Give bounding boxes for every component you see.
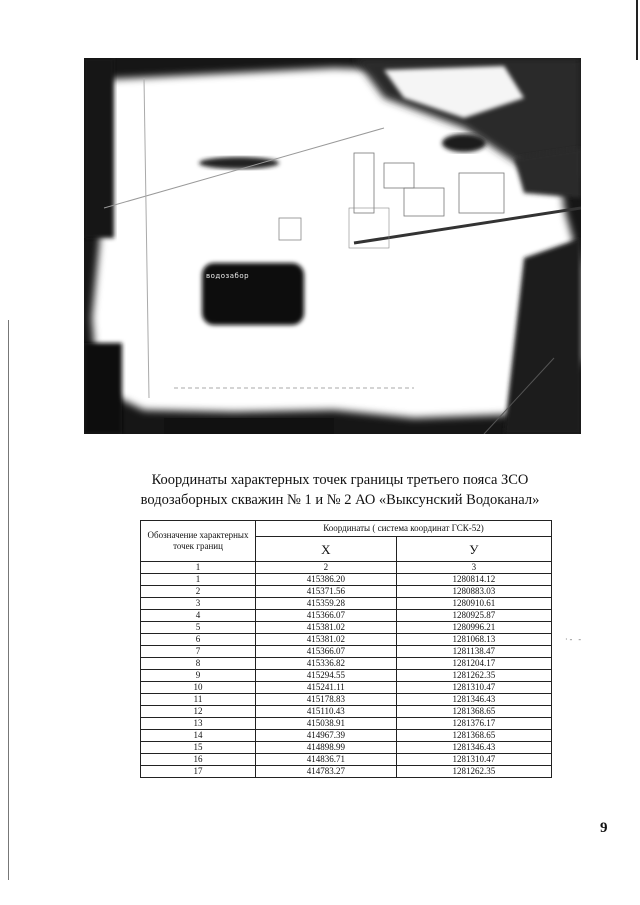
table-row (141, 598, 552, 610)
y-coordinate-cell: 1281310.47 (396, 682, 551, 694)
map-drawing (84, 58, 581, 434)
y-coordinate-cell: 1281376.17 (396, 718, 551, 730)
x-coordinate-cell: 415366.07 (256, 646, 397, 658)
table-row (141, 706, 552, 718)
x-coordinate-cell: 415336.82 (256, 658, 397, 670)
column-number: 3 (396, 562, 551, 574)
y-coordinate-cell: 1281204.17 (396, 658, 551, 670)
table-row (141, 658, 552, 670)
table-caption (100, 470, 580, 510)
y-coordinate-cell: 1280883.03 (396, 586, 551, 598)
y-coordinate-cell: 1281346.43 (396, 694, 551, 706)
page-edge-line (636, 0, 638, 60)
point-id-cell: 15 (141, 742, 256, 754)
table-body (141, 574, 552, 778)
point-id-cell: 4 (141, 610, 256, 622)
table-row (141, 682, 552, 694)
point-id-cell: 12 (141, 706, 256, 718)
table-row (141, 766, 552, 778)
table-row (141, 694, 552, 706)
page-edge-line (8, 320, 9, 880)
x-coordinate-cell: 414967.39 (256, 730, 397, 742)
point-id-cell: 6 (141, 634, 256, 646)
header-y: У (396, 537, 551, 562)
table-row (141, 730, 552, 742)
y-coordinate-cell: 1280910.61 (396, 598, 551, 610)
x-coordinate-cell: 414836.71 (256, 754, 397, 766)
caption-line-1: Координаты характерных точек границы третьего пояса ЗСО (151, 472, 529, 488)
table-row (141, 574, 552, 586)
x-coordinate-cell: 415381.02 (256, 634, 397, 646)
point-id-cell: 16 (141, 754, 256, 766)
x-coordinate-cell: 415178.83 (256, 694, 397, 706)
caption-line-2: водозаборных скважин № 1 и № 2 АО «Выксунский Водоканал» (140, 492, 540, 508)
x-coordinate-cell: 415294.55 (256, 670, 397, 682)
y-coordinate-cell: 1281368.65 (396, 706, 551, 718)
y-coordinate-cell: 1281262.35 (396, 766, 551, 778)
y-coordinate-cell: 1281346.43 (396, 742, 551, 754)
y-coordinate-cell: 1281368.65 (396, 730, 551, 742)
y-coordinate-cell: 1281068.13 (396, 634, 551, 646)
point-id-cell: 10 (141, 682, 256, 694)
point-id-cell: 2 (141, 586, 256, 598)
y-coordinate-cell: 1281262.35 (396, 670, 551, 682)
point-id-cell: 7 (141, 646, 256, 658)
table-row (141, 670, 552, 682)
point-id-cell: 5 (141, 622, 256, 634)
x-coordinate-cell: 414783.27 (256, 766, 397, 778)
y-coordinate-cell: 1280814.12 (396, 574, 551, 586)
y-coordinate-cell: 1280996.21 (396, 622, 551, 634)
x-coordinate-cell: 415110.43 (256, 706, 397, 718)
table-row (141, 718, 552, 730)
point-id-cell: 8 (141, 658, 256, 670)
scan-mark: ·- - (565, 635, 583, 644)
header-x: X (256, 537, 397, 562)
point-id-cell: 1 (141, 574, 256, 586)
x-coordinate-cell: 415386.20 (256, 574, 397, 586)
y-coordinate-cell: 1281138.47 (396, 646, 551, 658)
coordinates-table (140, 520, 552, 778)
point-id-cell: 3 (141, 598, 256, 610)
header-coordinates: Координаты ( система координат ГСК-52) (256, 521, 552, 537)
point-id-cell: 13 (141, 718, 256, 730)
table-row (141, 742, 552, 754)
x-coordinate-cell: 415241.11 (256, 682, 397, 694)
table-row (141, 754, 552, 766)
x-coordinate-cell: 415381.02 (256, 622, 397, 634)
table-row (141, 586, 552, 598)
table-row (141, 646, 552, 658)
table-row (141, 610, 552, 622)
point-id-cell: 17 (141, 766, 256, 778)
y-coordinate-cell: 1281310.47 (396, 754, 551, 766)
y-coordinate-cell: 1280925.87 (396, 610, 551, 622)
point-id-cell: 11 (141, 694, 256, 706)
map-label: водозабор (206, 272, 250, 280)
header-point-id: Обозначение характерных точек границ (141, 521, 256, 562)
point-id-cell: 14 (141, 730, 256, 742)
column-number: 2 (256, 562, 397, 574)
table-row (141, 622, 552, 634)
x-coordinate-cell: 415359.28 (256, 598, 397, 610)
point-id-cell: 9 (141, 670, 256, 682)
x-coordinate-cell: 414898.99 (256, 742, 397, 754)
x-coordinate-cell: 415038.91 (256, 718, 397, 730)
x-coordinate-cell: 415371.56 (256, 586, 397, 598)
table-row (141, 634, 552, 646)
satellite-map-image (84, 58, 581, 434)
column-number: 1 (141, 562, 256, 574)
page-number: 9 (600, 820, 608, 836)
x-coordinate-cell: 415366.07 (256, 610, 397, 622)
